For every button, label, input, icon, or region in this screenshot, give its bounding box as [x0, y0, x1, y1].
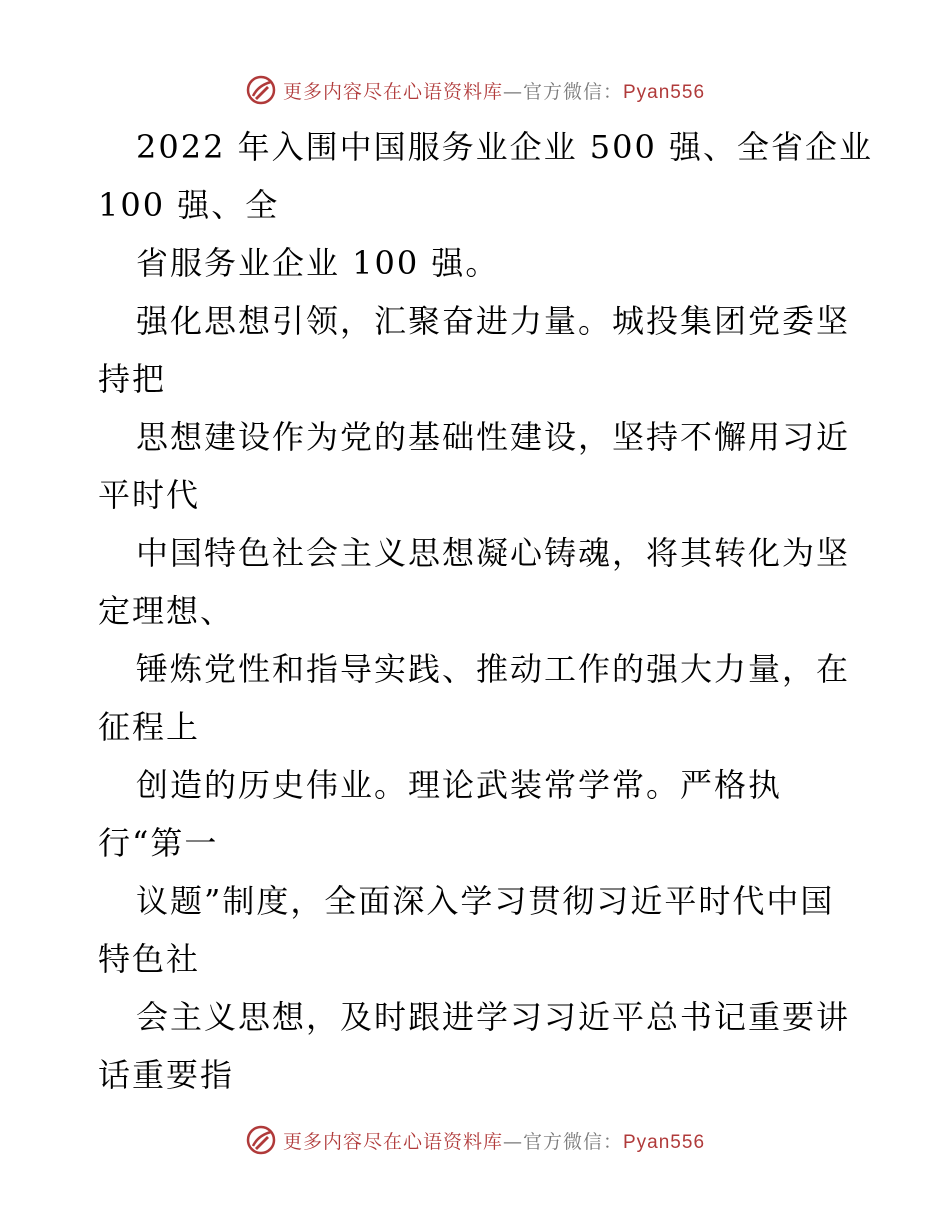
text-line: 会主义思想，及时跟进学习习近平总书记重要讲: [136, 998, 851, 1036]
text-line: 征程上: [98, 708, 201, 746]
text-line: 中国特色社会主义思想凝心铸魂，将其转化为坚: [136, 534, 851, 572]
text-line: 议题”制度，全面深入学习贯彻习近平时代中国: [136, 882, 835, 920]
text-line: 100 强、全: [98, 186, 280, 224]
text-line: 2022 年入围中国服务业企业 500 强、全省企业: [136, 128, 874, 166]
text-line: 锤炼党性和指导实践、推动工作的强大力量，在: [136, 650, 851, 688]
header-watermark-banner: [0, 70, 950, 110]
text-line: 创造的历史伟业。理论武装常学常。严格执: [136, 766, 783, 804]
text-line: 特色社: [98, 940, 201, 978]
text-line: 话重要指: [98, 1056, 235, 1094]
text-line: 持把: [98, 360, 167, 398]
pen-logo-icon: [245, 74, 277, 106]
text-line: 行“第一: [98, 824, 219, 862]
banner-text: 更多内容尽在心语资料库—官方微信：Pyan556: [282, 1130, 706, 1153]
document-body: [98, 118, 874, 1104]
text-line: 平时代: [98, 476, 201, 514]
banner-text: 更多内容尽在心语资料库—官方微信：Pyan556: [282, 80, 706, 103]
footer-watermark-banner: [0, 1120, 950, 1160]
text-line: 省服务业企业 100 强。: [136, 244, 500, 282]
text-line: 定理想、: [98, 592, 235, 630]
text-line: 强化思想引领，汇聚奋进力量。城投集团党委坚: [136, 302, 851, 340]
text-line: 思想建设作为党的基础性建设，坚持不懈用习近: [136, 418, 851, 456]
pen-logo-icon: [245, 1124, 277, 1156]
